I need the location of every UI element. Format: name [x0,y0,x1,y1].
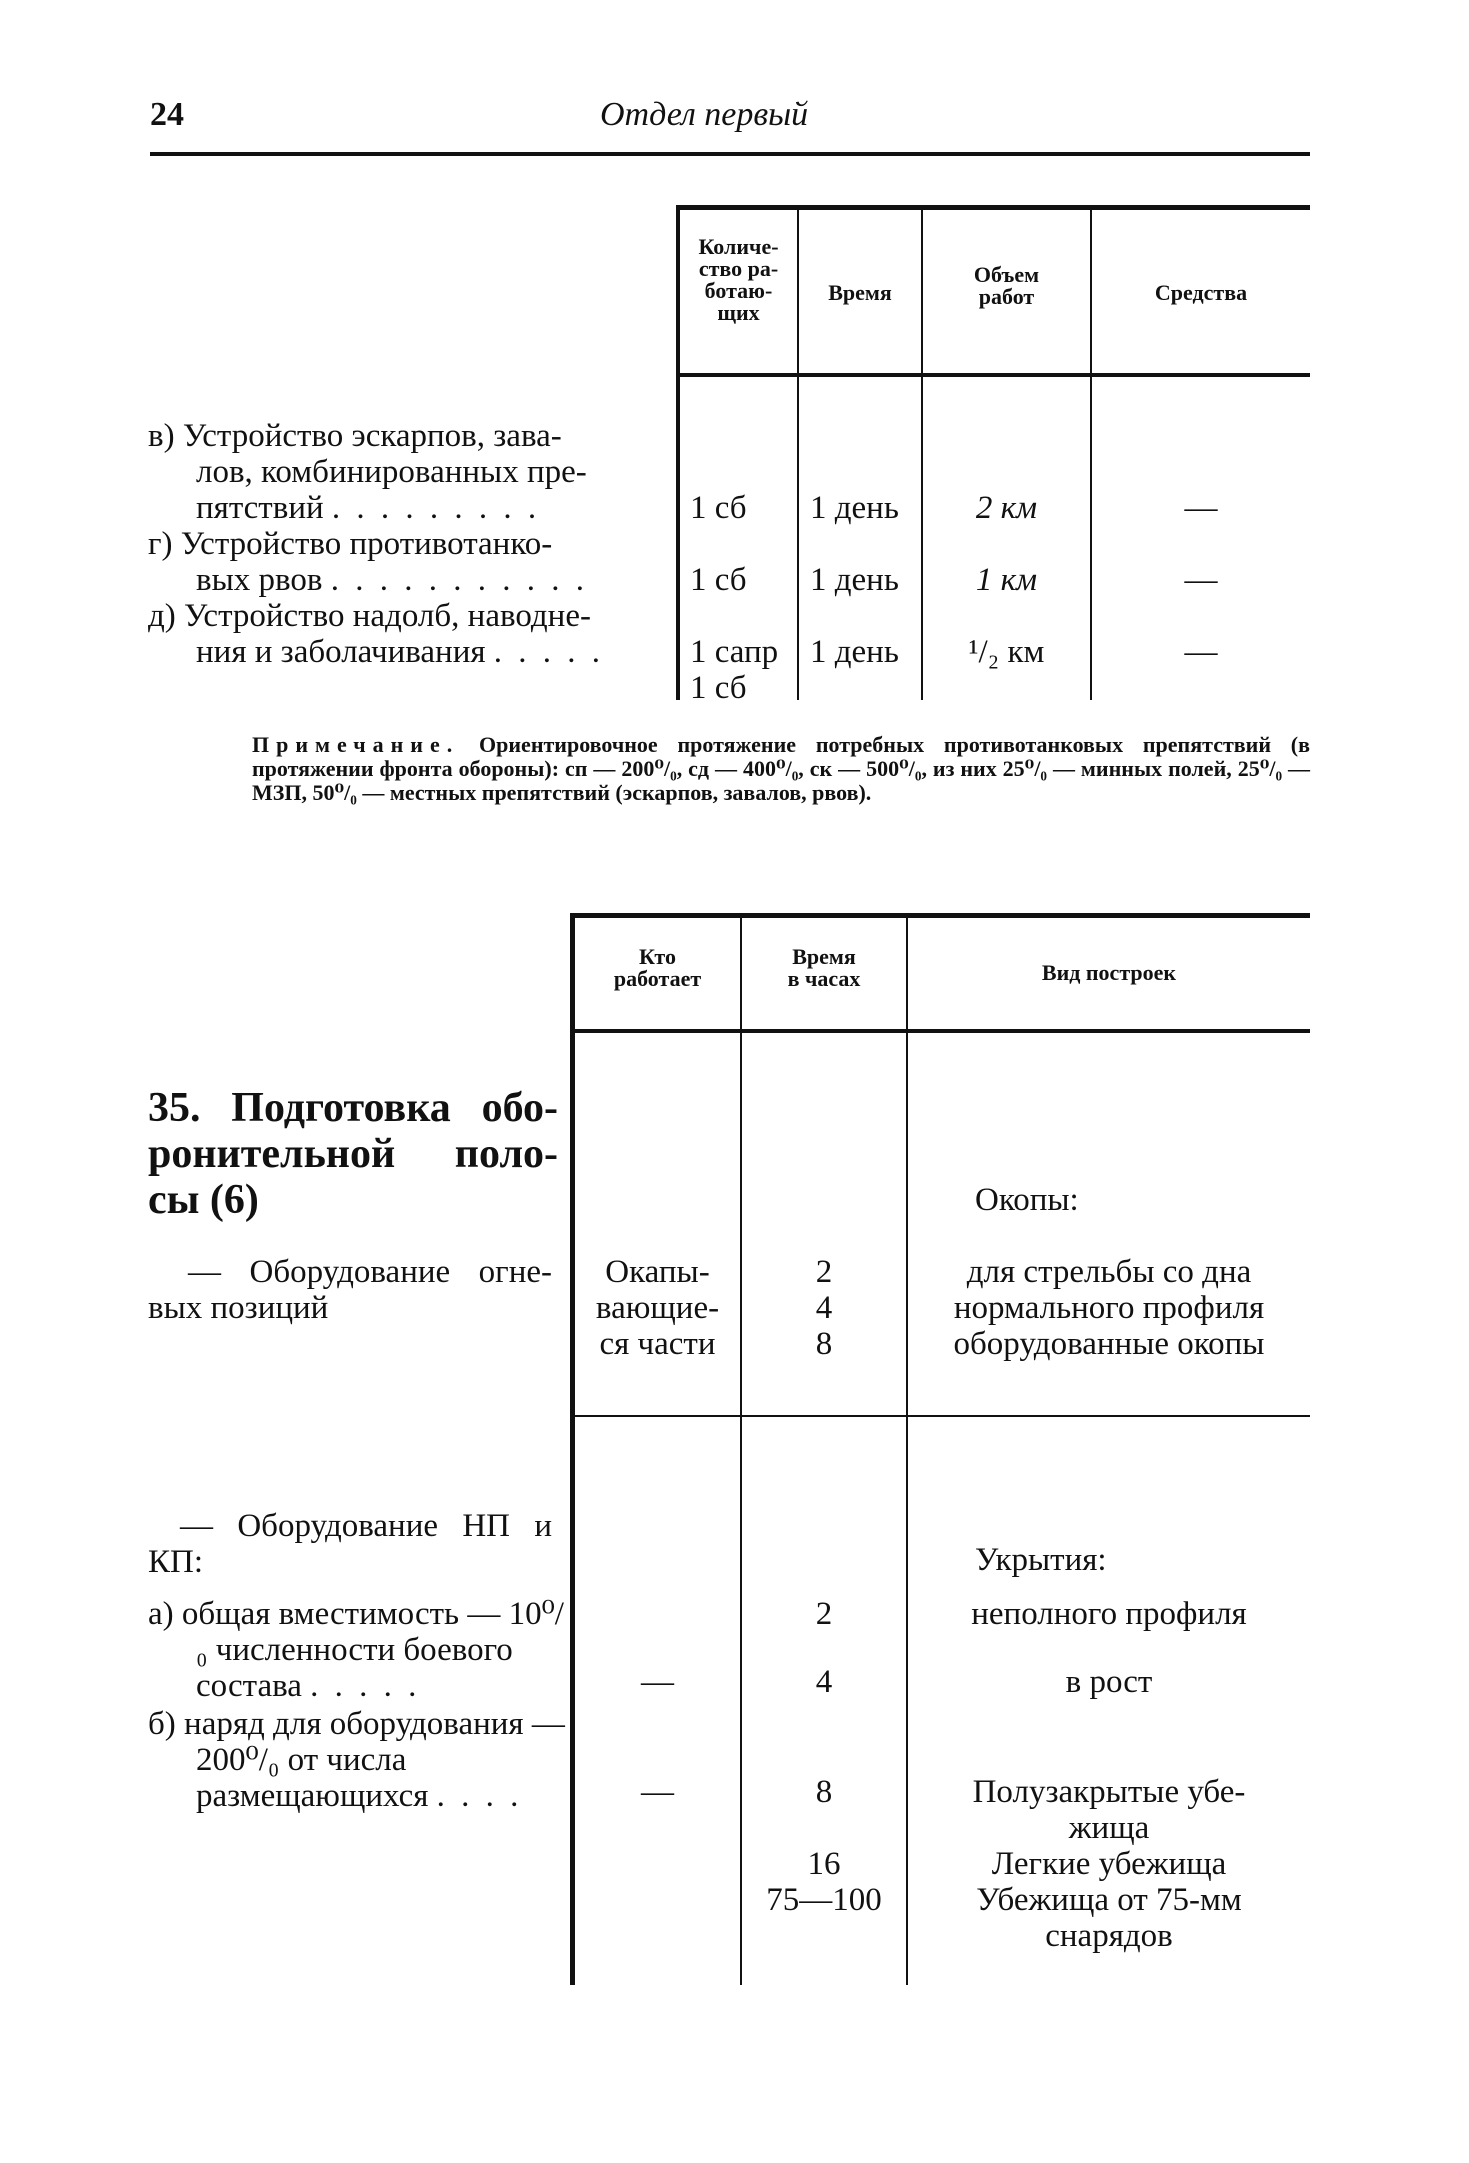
table1-row-d-volume: ¹/₂ км [968,634,1045,670]
table1-row-v-volume: 2 км [975,490,1038,526]
row-d-line-2 [148,634,668,670]
table1-header-workers: Количе- ство ра- ботаю- щих [698,234,779,325]
group2-type-1: неполного профиля [971,1596,1247,1632]
row-v-dots: . . . . . . . . . [331,490,541,526]
group2-hours-4: 16 [807,1846,841,1882]
group2-hours-5: 75—100 [766,1882,882,1918]
table1-row-g-label [148,526,668,598]
row-g-line-2 [148,562,668,598]
row-v-line-2: лов, комбинированных пре- [196,454,587,490]
table2-header-type: Вид построек [1041,960,1177,985]
table2-header-who: Кто работает [613,944,702,991]
note-text: Ориентировочное протяжение потребных противотанковых препятствий (в протяжении фронта обороны): сп — 200⁰/₀, сд — 400⁰/₀, ск — 500⁰/₀, из них 25⁰/₀ — минных полей, 25⁰/₀ — МЗП, 50⁰/₀ — местных препятствий (эскарпов, завалов, рвов). [252,732,1310,805]
page-number: 24 [150,96,184,133]
group1-who: Окапы- вающие- ся части [595,1254,720,1362]
table1-top-rule [676,205,1310,210]
table1-row-g-workers: 1 сб [690,562,747,598]
table1-row-v-time: 1 день [810,490,899,526]
group2-sub-a-dots: . . . . . [310,1668,421,1704]
group2-hours-2: 4 [815,1664,833,1700]
group2-sub-b-text: б) наряд для оборудования — 200⁰/₀ от числа размещающихся [148,1706,565,1814]
group2-sub-a [148,1596,568,1704]
group2-type-2: в рост [1065,1664,1153,1700]
table2-divider-1 [740,913,742,1985]
table1-row-d-workers: 1 сапр 1 сб [690,634,779,706]
table1-row-v-workers: 1 сб [690,490,747,526]
header-rule [150,152,1310,156]
group1-hours-2: 4 [815,1290,833,1326]
group1-label: — Оборудование огне-вых позиций [148,1254,552,1326]
group2-hours-3: 8 [815,1774,833,1810]
table1-row-v-means: — [1184,490,1218,526]
table1-divider-1 [797,205,799,700]
group2-type-4: Легкие убежища [991,1846,1227,1882]
table1-row-v-label [148,418,668,526]
row-g-dots: . . . . . . . . . . . [330,562,588,598]
table1-row-d-means: — [1184,634,1218,670]
group2-type-header: Укрытия: [975,1542,1107,1578]
group2-sub-b-dots: . . . . [436,1778,523,1814]
row-v-line-3-text: пятствий [196,490,324,526]
section-title: 35. Подготовка обо-ронительной поло-сы (6) [148,1085,558,1223]
row-d-dots: . . . . . [493,634,605,670]
group2-sub-b [148,1706,568,1814]
table1-row-g-volume: 1 км [975,562,1038,598]
group1-type-3: оборудованные окопы [953,1326,1265,1362]
group2-sub-a-text: а) общая вместимость — 10⁰/₀ численности боевого состава [148,1596,564,1704]
table1-header-time: Время [828,280,892,305]
table1-row-g-means: — [1184,562,1218,598]
table1-row-d-time: 1 день [810,634,899,670]
table1-header-means: Средства [1154,280,1248,305]
table1-header-volume: Объем работ [973,262,1040,309]
group1-type-1: для стрельбы со дна [966,1254,1252,1290]
group1-hours-1: 2 [815,1254,833,1290]
table2-group-separator [570,1415,1310,1417]
table1-divider-3 [1090,205,1092,700]
running-head: Отдел первый [600,96,809,133]
group1-type-2: нормального профиля [953,1290,1265,1326]
table1-row-g-time: 1 день [810,562,899,598]
row-v-line-1: в) Устройство эскарпов, зава- [148,418,562,454]
row-v-line-3 [148,490,668,526]
group2-who-2: — [641,1664,674,1700]
table2-header-rule [570,1029,1310,1033]
table1-row-d-label [148,598,668,670]
row-g-line-2-text: вых рвов [196,562,323,598]
table2-left-border [570,913,575,1985]
table2-header-hours: Время в часах [787,944,861,991]
row-d-line-2-text: ния и заболачивания [196,634,486,670]
group2-hours-1: 2 [815,1596,833,1632]
group2-type-3: Полузакрытые убе- жища [972,1774,1246,1846]
row-d-line-1: д) Устройство надолб, наводне- [148,598,591,634]
table1-note [252,733,1310,805]
table2-top-rule [570,913,1310,918]
group1-type-header: Окопы: [975,1182,1079,1218]
group1-hours-3: 8 [815,1326,833,1362]
table1-header-rule [676,373,1310,377]
group2-type-5: Убежища от 75-мм снарядов [976,1882,1242,1954]
group2-who-3: — [641,1774,674,1810]
row-g-line-1: г) Устройство противотанко- [148,526,553,562]
note-label: Примечание. [252,732,460,757]
group2-label: — Оборудование НП и КП: [148,1508,552,1580]
